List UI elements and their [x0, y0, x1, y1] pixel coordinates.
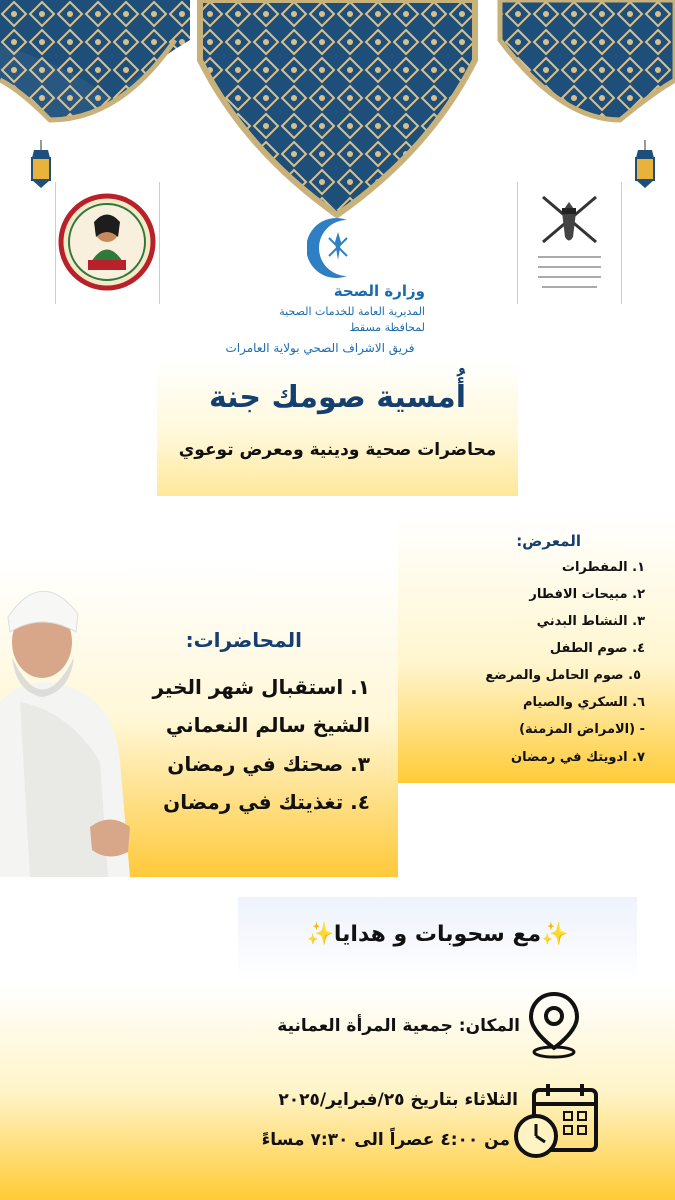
event-title: أُمسية صومك جنة — [208, 380, 467, 415]
team-name: فريق الاشراف الصحي بولاية العامرات — [225, 341, 415, 355]
event-subtitle: محاضرات صحية ودينية ومعرض توعوي — [178, 440, 497, 460]
association-logo-frame — [55, 182, 160, 304]
exhibition-item: ٦. السكري والصيام — [523, 695, 645, 710]
exhibition-item: ٤. صوم الطفل — [549, 641, 645, 656]
event-place: المكان: جمعية المرأة العمانية — [277, 1016, 520, 1036]
calendar-clock-icon — [512, 1080, 602, 1160]
lecture-item: ١. استقبال شهر الخير — [152, 675, 370, 699]
exhibition-item: ١. المفطرات — [561, 560, 645, 575]
lantern-icon — [632, 140, 658, 190]
lecture-item: ٤. تغذيتك في رمضان — [163, 790, 370, 814]
draws-text: ✨مع سحوبات و هدايا✨ — [306, 922, 569, 947]
association-logo-icon — [56, 182, 159, 304]
exhibition-item: ٧. ادويتك في رمضان — [511, 750, 645, 765]
ministry-name: وزارة الصحة — [333, 282, 425, 300]
lectures-title: المحاضرات: — [185, 628, 302, 652]
ministry-governorate: لمحافظة مسقط — [349, 321, 425, 334]
ministry-directorate: المديرية العامة للخدمات الصحية — [279, 305, 425, 318]
event-time: من ٤:٠٠ عصراً الى ٧:٣٠ مساءً — [261, 1130, 510, 1150]
exhibition-item: - (الامراض المزمنة) — [519, 722, 645, 737]
awqaf-logo-frame — [517, 182, 622, 304]
khanjar-emblem-icon — [518, 182, 621, 304]
lecture-speaker: الشيخ سالم النعماني — [165, 713, 370, 737]
crescent-logo-icon — [307, 214, 369, 282]
event-date: الثلاثاء بتاريخ ٢٥/فبراير/٢٠٢٥ — [278, 1090, 518, 1110]
lantern-icon — [28, 140, 54, 190]
exhibition-title: المعرض: — [516, 532, 581, 550]
location-pin-icon — [522, 990, 587, 1060]
exhibition-item: ٣. النشاط البدني — [536, 614, 645, 629]
exhibition-item: ٢. مبيحات الافطار — [529, 587, 645, 602]
exhibition-item: ٥. صوم الحامل والمرضع — [485, 668, 641, 683]
lecture-item: ٣. صحتك في رمضان — [167, 752, 370, 776]
